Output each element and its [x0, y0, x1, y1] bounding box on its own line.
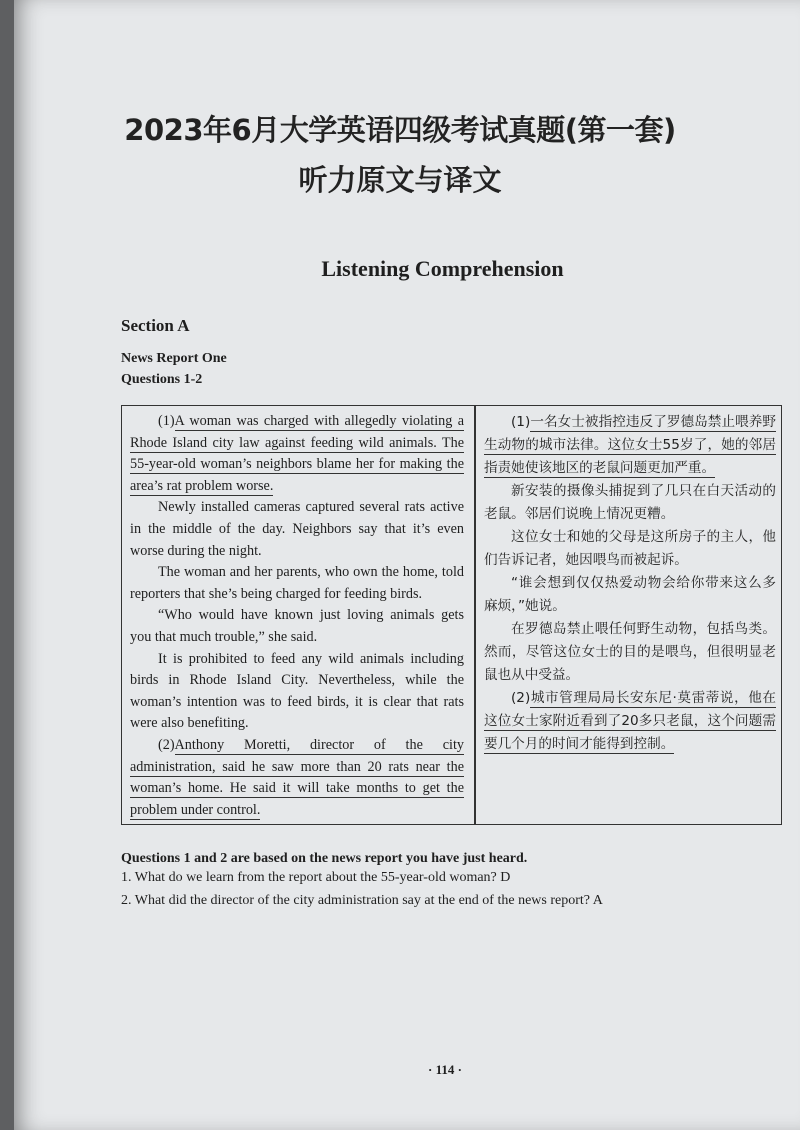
chinese-paragraph [484, 687, 776, 756]
english-transcript [130, 411, 464, 821]
chinese-paragraph: “谁会想到仅仅热爱动物会给你带来这么多麻烦，”她说。 [484, 575, 776, 614]
english-paragraph: The woman and her parents, who own the home, told reporters that she’s being charged for feeding birds. [130, 564, 464, 602]
underlined-text: 一名女士被指控违反了罗德岛禁止喂养野生动物的城市法律。这位女士55岁了，她的邻居指责她使该地区的老鼠问题更加严重。 [484, 414, 776, 476]
part-heading: Listening Comprehension [321, 256, 564, 281]
question-item: 1. What do we learn from the report about the 55-year-old woman? D [121, 870, 511, 885]
marker: (2) [158, 736, 175, 753]
chinese-paragraph [484, 411, 776, 480]
column-divider [474, 406, 476, 824]
marker: (1) [158, 413, 175, 429]
english-paragraph [130, 735, 464, 821]
english-paragraph [130, 411, 464, 497]
question-item: 2. What did the director of the city administration say at the end of the news report? A [121, 893, 603, 908]
chinese-paragraph: 新安装的摄像头捕捉到了几只在白天活动的老鼠。邻居们说晚上情况更糟。 [484, 483, 776, 522]
marker: (2) [511, 690, 531, 706]
marker: (1) [511, 414, 531, 430]
transcript-table [121, 405, 782, 825]
english-paragraph: “Who would have known just loving animals gets you that much trouble,” she said. [130, 607, 464, 645]
chinese-paragraph: 在罗德岛禁止喂任何野生动物，包括鸟类。然而，尽管这位女士的目的是喂鸟，但很明显老鼠也从中受益。 [484, 621, 776, 683]
english-paragraph: It is prohibited to feed any wild animals including birds in Rhode Island City. Nevertheless, while the woman’s intention was to feed birds, it is clear that rats were also benefiting. [130, 650, 464, 732]
page-title: 2023年6月大学英语四级考试真题(第一套) [124, 113, 676, 147]
section-heading: Section A [121, 316, 190, 335]
underlined-text: 城市管理局局长安东尼·莫雷蒂说，他在这位女士家附近看到了20多只老鼠，这个问题需要几个月的时间才能得到控制。 [484, 690, 776, 752]
question-range: Questions 1-2 [121, 372, 203, 387]
chinese-translation [484, 411, 776, 756]
page-number: · 114 · [428, 1062, 462, 1077]
english-paragraph: Newly installed cameras captured several rats active in the middle of the day. Neighbors say that it’s even worse during the night. [130, 499, 464, 559]
chinese-paragraph: 这位女士和她的父母是这所房子的主人，他们告诉记者，她因喂鸟而被起诉。 [484, 529, 776, 568]
page-subtitle: 听力原文与译文 [298, 163, 502, 197]
questions-heading: Questions 1 and 2 are based on the news report you have just heard. [121, 851, 528, 866]
underlined-text: Anthony Moretti, director of the city administration, said he saw more than 20 rats near the woman’s home. He said it will take months to get the problem under control. [130, 736, 464, 818]
underlined-text: A woman was charged with allegedly violating a Rhode Island city law against feeding wild animals. The 55-year-old woman’s neighbors blame her for making the area’s rat problem worse. [130, 413, 464, 494]
report-heading: News Report One [121, 351, 227, 366]
